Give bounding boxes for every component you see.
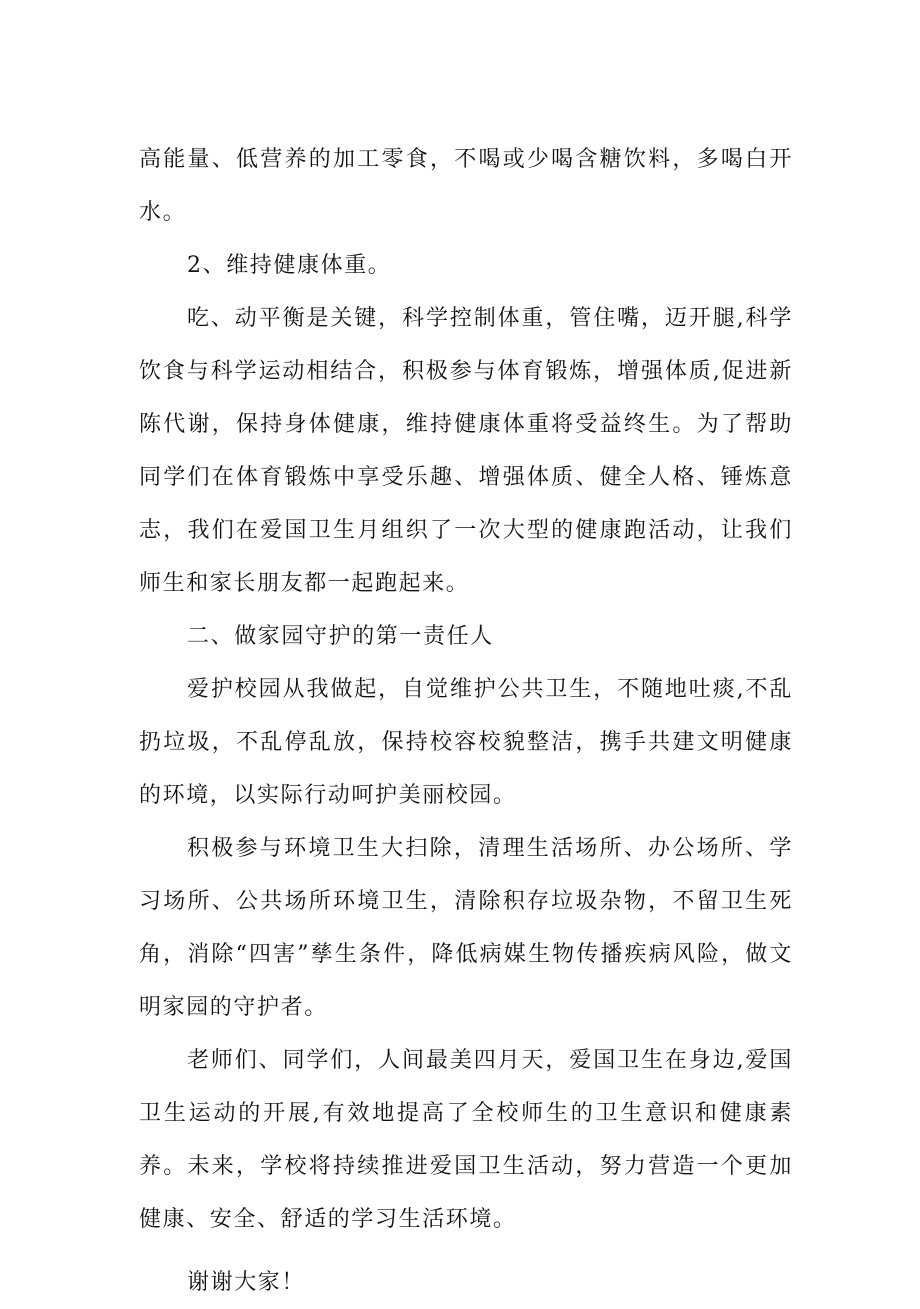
- closing-thanks: 谢谢大家！: [187, 1270, 306, 1295]
- document-body: [139, 133, 793, 1309]
- paragraph-weight-balance: 吃、动平衡是关键，科学控制体重，管住嘴，迈开腿,科学饮食与科学运动相结合，积极参与体育锻炼，增强体质,促进新陈代谢，保持身体健康，维持健康体重将受益终生。为了帮助同学们在体育锻炼中享受乐趣、增强体质、健全人格、锤炼意志，我们在爱国卫生月组织了一次大型的健康跑活动，让我们师生和家长朋友都一起跑起来。: [139, 306, 793, 596]
- paragraph-1: 高能量、低营养的加工零食，不喝或少喝含糖饮料，多喝白开水。: [139, 147, 793, 225]
- heading-guardian: 二、做家园守护的第一责任人: [187, 624, 494, 649]
- paragraph-protect-campus: 爱护校园从我做起，自觉维护公共卫生，不随地吐痰,不乱扔垃圾，不乱停乱放，保持校容校貌整洁，携手共建文明健康的环境，以实际行动呵护美丽校园。: [139, 677, 793, 808]
- heading-healthy-weight: 2、维持健康体重。: [187, 253, 392, 278]
- paragraph-cleanup: 积极参与环境卫生大扫除，清理生活场所、办公场所、学习场所、公共场所环境卫生，清除积存垃圾杂物，不留卫生死角，消除“四害”孳生条件，降低病媒生物传播疾病风险，做文明家园的守护者。: [139, 836, 793, 1020]
- paragraph-conclusion: 老师们、同学们，人间最美四月天，爱国卫生在身边,爱国卫生运动的开展,有效地提高了全校师生的卫生意识和健康素养。未来，学校将持续推进爱国卫生活动，努力营造一个更加健康、安全、舒适的学习生活环境。: [139, 1048, 793, 1232]
